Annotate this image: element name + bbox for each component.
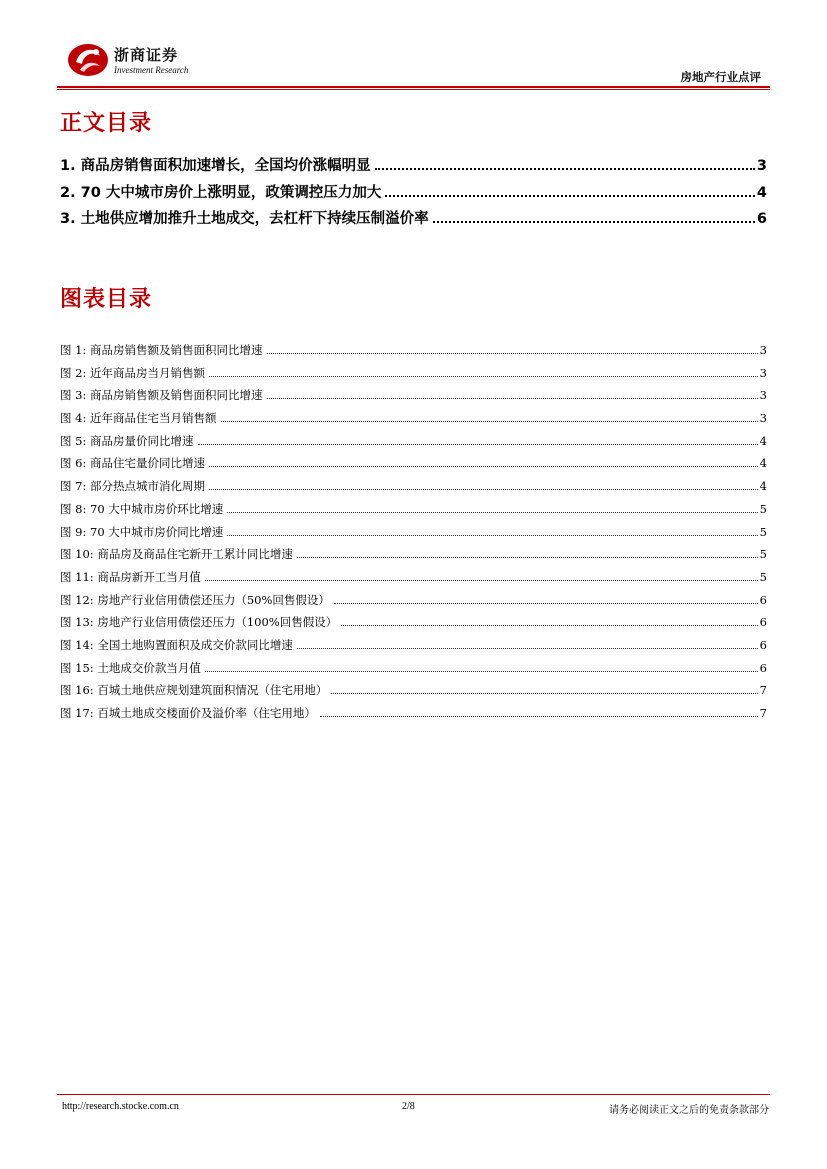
- toc-entry-label: 2. 70 大中城市房价上涨明显，政策调控压力加大: [60, 184, 382, 201]
- dot-leader: [297, 557, 758, 558]
- figure-entry[interactable]: [60, 342, 767, 365]
- footer-divider: [57, 1094, 770, 1095]
- footer-disclaimer: 请务必阅读正文之后的免责条款部分: [609, 1105, 769, 1116]
- figure-entry-page: 7: [759, 706, 767, 720]
- figure-entry-label: 图 8: 70 大中城市房价环比增速: [60, 501, 224, 516]
- figure-entry[interactable]: [60, 614, 767, 637]
- toc-entry-page: 4: [756, 184, 767, 201]
- figure-entry-label: 图 13: 房地产行业信用债偿还压力（100%回售假设）: [60, 615, 338, 630]
- toc-entry[interactable]: [60, 207, 767, 234]
- dot-leader: [227, 512, 757, 513]
- figure-entry-label: 图 11: 商品房新开工当月值: [60, 569, 201, 584]
- figure-entry-label: 图 3: 商品房销售额及销售面积同比增速: [60, 388, 263, 403]
- toc-entry-page: 6: [756, 211, 767, 227]
- figure-entry-page: 5: [759, 547, 767, 562]
- figure-entry-label: 图 9: 70 大中城市房价同比增速: [60, 524, 224, 539]
- figure-entry-page: 5: [759, 524, 767, 539]
- figure-entry[interactable]: [60, 592, 767, 615]
- company-logo: [66, 40, 110, 78]
- figure-entry[interactable]: [60, 546, 767, 569]
- dot-leader: [267, 398, 758, 399]
- figure-entry-page: 4: [759, 456, 767, 471]
- dot-leader: [320, 716, 758, 717]
- toc-list: [60, 154, 767, 234]
- figure-entry-page: 5: [759, 501, 767, 516]
- figure-entry-label: 图 4: 近年商品住宅当月销售额: [60, 411, 217, 426]
- figure-entry-label: 图 16: 百城土地供应规划建筑面积情况（住宅用地）: [60, 683, 328, 698]
- figure-entry-label: 图 2: 近年商品房当月销售额: [60, 365, 206, 380]
- figure-entry-label: 图 1: 商品房销售额及销售面积同比增速: [60, 343, 263, 357]
- figure-entry-label: 图 6: 商品住宅量价同比增速: [60, 456, 206, 471]
- page-number: 2/8: [402, 1101, 415, 1112]
- dot-leader: [433, 221, 755, 223]
- figure-entry-label: 图 5: 商品房量价同比增速: [60, 433, 194, 448]
- logo-name: 浙商证券: [114, 46, 179, 64]
- toc-entry-label: 3. 土地供应增加推升土地成交，去杠杆下持续压制溢价率: [60, 211, 429, 227]
- figure-entry[interactable]: [60, 478, 767, 501]
- dot-leader: [334, 603, 758, 604]
- dot-leader: [221, 421, 758, 422]
- figure-entry[interactable]: [60, 660, 767, 683]
- figure-entry-label: 图 10: 商品房及商品住宅新开工累计同比增速: [60, 547, 293, 562]
- dot-leader: [198, 444, 758, 445]
- report-category: 房地产行业点评: [680, 70, 761, 84]
- figure-entry-page: 7: [759, 683, 767, 698]
- footer-url[interactable]: http://research.stocke.com.cn: [62, 1101, 179, 1112]
- toc-title: 正文目录: [60, 111, 153, 136]
- figure-entry-page: 6: [759, 615, 767, 630]
- figure-entry-page: 5: [759, 569, 767, 584]
- dot-leader: [375, 168, 755, 170]
- figure-entry-label: 图 12: 房地产行业信用债偿还压力（50%回售假设）: [60, 592, 330, 607]
- dot-leader: [209, 376, 758, 377]
- toc-entry[interactable]: [60, 181, 767, 208]
- dot-leader: [209, 466, 758, 467]
- dot-leader: [297, 648, 758, 649]
- logo-subtitle: Investment Research: [114, 65, 189, 75]
- toc-entry[interactable]: [60, 154, 767, 181]
- figure-entry[interactable]: [60, 637, 767, 660]
- figure-entry[interactable]: [60, 569, 767, 592]
- header-divider: [57, 86, 770, 88]
- figure-entry[interactable]: [60, 705, 767, 728]
- toc-entry-label: 1. 商品房销售面积加速增长，全国均价涨幅明显: [60, 158, 371, 174]
- figure-entry-label: 图 7: 部分热点城市消化周期: [60, 479, 206, 494]
- dot-leader: [205, 671, 758, 672]
- header-divider-thin: [57, 89, 770, 90]
- figure-entry-page: 3: [759, 343, 767, 357]
- figure-list: [60, 342, 767, 728]
- figure-entry[interactable]: [60, 410, 767, 433]
- figure-entry-label: 图 15: 土地成交价款当月值: [60, 660, 201, 675]
- dot-leader: [341, 625, 757, 626]
- figure-entry-page: 6: [759, 592, 767, 607]
- figure-entry-page: 6: [759, 637, 767, 652]
- figure-entry-page: 4: [759, 433, 767, 448]
- figure-entry-label: 图 14: 全国土地购置面积及成交价款同比增速: [60, 637, 293, 652]
- figure-entry-page: 4: [759, 479, 767, 494]
- dot-leader: [205, 580, 758, 581]
- toc-entry-page: 3: [756, 158, 767, 174]
- figure-entry[interactable]: [60, 524, 767, 547]
- dot-leader: [385, 195, 755, 197]
- figure-entry-page: 3: [759, 411, 767, 426]
- dot-leader: [227, 535, 757, 536]
- figure-entry-page: 6: [759, 660, 767, 675]
- figure-entry[interactable]: [60, 682, 767, 705]
- figure-entry-page: 3: [759, 388, 767, 403]
- dot-leader: [209, 489, 758, 490]
- figure-entry[interactable]: [60, 387, 767, 410]
- figure-entry-page: 3: [759, 365, 767, 380]
- figure-entry[interactable]: [60, 501, 767, 524]
- dot-leader: [331, 693, 757, 694]
- dot-leader: [267, 353, 758, 354]
- figure-entry[interactable]: [60, 433, 767, 456]
- figure-entry-label: 图 17: 百城土地成交楼面价及溢价率（住宅用地）: [60, 706, 316, 720]
- figure-entry[interactable]: [60, 365, 767, 388]
- figure-entry[interactable]: [60, 455, 767, 478]
- figures-title: 图表目录: [60, 287, 153, 312]
